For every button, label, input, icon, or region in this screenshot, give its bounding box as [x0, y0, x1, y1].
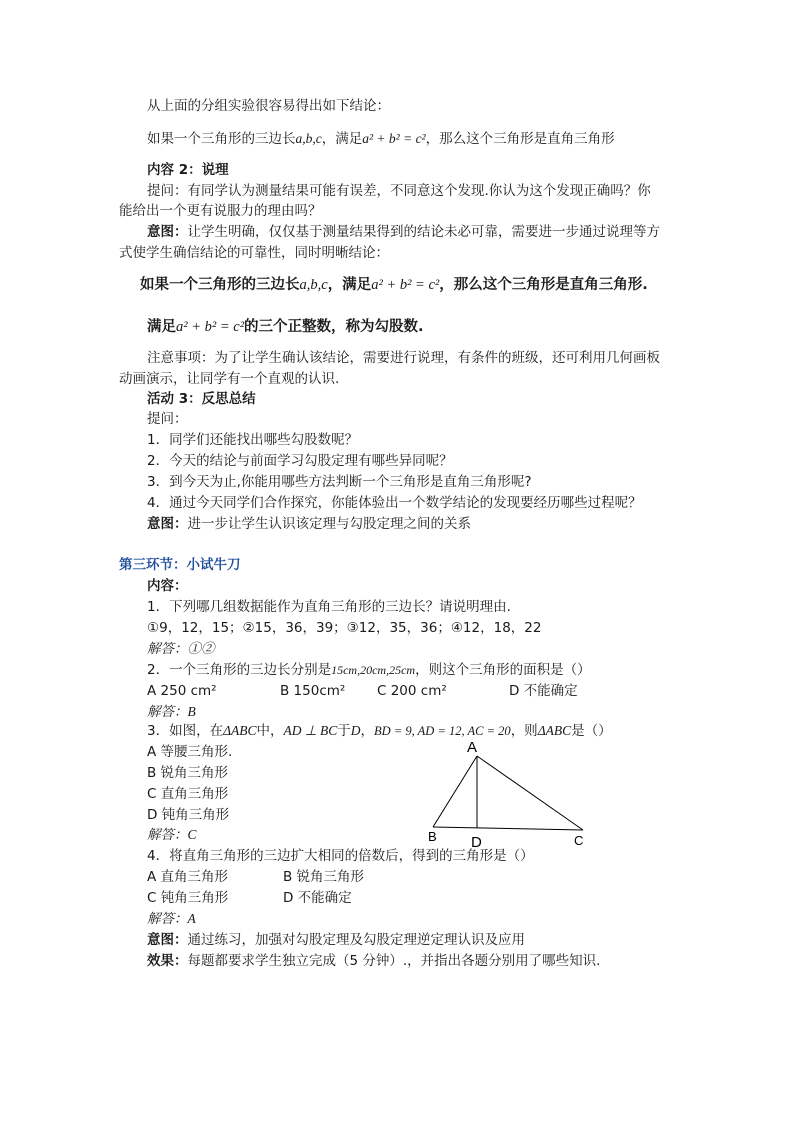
math-perpendicular: AD ⊥ BC — [283, 723, 338, 738]
content2-note-2: 动画演示，让同学有一个直观的认识. — [119, 371, 340, 387]
question-4-option-d: D 不能确定 — [283, 890, 352, 906]
text-segment: ，那么这个三角形是直角三角形. — [439, 277, 648, 293]
activity3-item-3: 3．到今天为止,你能用哪些方法判断一个三角形是直角三角形呢? — [147, 474, 532, 490]
math-vars: a,b,c — [299, 277, 328, 293]
side-ab — [433, 756, 477, 827]
content2-intent-1 — [147, 223, 660, 241]
text-segment: ， — [360, 723, 375, 739]
label-a: A — [467, 739, 478, 756]
question-2-option-d: D 不能确定 — [509, 683, 578, 699]
text-segment: 如果一个三角形的三边长 — [147, 131, 296, 147]
content2-question-1: 提问：有同学认为测量结果可能有误差，不同意这个发现.你认为这个发现正确吗？你 — [147, 183, 651, 199]
content2-note-1: 注意事项：为了让学生确认该结论，需要进行说理，有条件的班级，还可利用几何画板 — [147, 350, 660, 366]
text-segment: ，满足 — [327, 277, 372, 293]
text-segment: ，则这个三角形的面积是（） — [415, 662, 591, 678]
question-3-option-b: B 锐角三角形 — [147, 765, 229, 781]
section3-intent — [147, 931, 525, 949]
math-values: BD = 9, AD = 12, AC = 20 — [374, 724, 511, 738]
label-b: B — [428, 829, 437, 844]
math-equation: a² + b² = c² — [176, 319, 245, 335]
effect-label: 效果： — [147, 953, 188, 969]
text-segment: 满足 — [147, 319, 176, 335]
text-segment: 3．如图，在 — [147, 723, 224, 739]
math-values: 15cm,20cm,25cm — [331, 663, 416, 677]
question-2-option-b: B 150cm² — [280, 683, 346, 699]
text-segment: ，那么这个三角形是直角三角形 — [425, 131, 615, 147]
text-segment: ，满足 — [321, 131, 363, 147]
question-1: 1．下列哪几组数据能作为直角三角形的三边长？请说明理由. — [147, 599, 511, 615]
content2-definition — [147, 318, 424, 336]
question-4-option-a: A 直角三角形 — [147, 869, 229, 885]
math-point: D — [350, 723, 361, 738]
intent-text: 进一步让学生认识该定理与勾股定理之间的关系 — [187, 516, 471, 532]
math-equation: a² + b² = c² — [371, 277, 440, 293]
label-c: C — [574, 833, 584, 848]
content2-conclusion — [140, 276, 648, 294]
triangle-figure — [420, 736, 600, 854]
activity3-title: 活动 3：反思总结 — [147, 391, 256, 407]
intent-text: 让学生明确，仅仅基于测量结果得到的结论未必可靠，需要进一步通过说理等方 — [187, 224, 660, 240]
section3-effect — [147, 952, 600, 970]
content2-intent-2: 式使学生确信结论的可靠性，同时明晰结论： — [119, 245, 389, 261]
text-segment: 是（） — [571, 723, 612, 739]
activity3-item-1: 1．同学们还能找出哪些勾股数呢？ — [147, 432, 359, 448]
text-segment: 的三个正整数，称为勾股数. — [244, 319, 424, 335]
question-2-answer: 解答：B — [147, 704, 196, 719]
math-vars: a,b,c — [295, 131, 322, 146]
question-4-option-c: C 钝角三角形 — [147, 890, 229, 906]
text-segment: 于 — [337, 723, 351, 739]
intent-text: 通过练习，加强对勾股定理及勾股定理逆定理认识及应用 — [187, 932, 525, 948]
intro-line-2 — [147, 130, 615, 148]
side-ac — [477, 756, 583, 830]
question-3-option-d: D 钝角三角形 — [147, 807, 230, 823]
text-segment: 中， — [256, 723, 284, 739]
question-3-option-a: A 等腰三角形. — [147, 744, 233, 760]
activity3-item-4: 4．通过今天同学们合作探究，你能体验出一个数学结论的发现要经历哪些过程呢？ — [147, 495, 642, 511]
text-segment: 如果一个三角形的三边长 — [140, 277, 300, 293]
question-3-option-c: C 直角三角形 — [147, 786, 229, 802]
intent-label: 意图： — [147, 224, 188, 240]
text-segment: ，则 — [510, 723, 538, 739]
question-4: 4．将直角三角形的三边扩大相同的倍数后，得到的三角形是（） — [147, 848, 534, 864]
text-segment: 2．一个三角形的三边长分别是 — [147, 662, 332, 678]
content2-question-2: 能给出一个更有说服力的理由吗？ — [119, 203, 322, 219]
question-1-answer: 解答：①② — [147, 641, 215, 656]
effect-text: 每题都要求学生独立完成（5 分钟）.，并指出各题分别用了哪些知识. — [187, 953, 601, 969]
math-triangle: ΔABC — [537, 723, 572, 738]
question-2 — [147, 661, 591, 679]
question-1-options: ①9，12，15；②15，36，39；③12，35，36；④12，18，22 — [147, 620, 542, 636]
section3-title: 第三环节：小试牛刀 — [119, 557, 241, 573]
activity3-intent — [147, 515, 471, 533]
content2-title: 内容 2：说理 — [147, 162, 229, 178]
side-bc — [433, 827, 583, 830]
math-triangle: ΔABC — [223, 723, 257, 738]
intent-label: 意图： — [147, 932, 188, 948]
question-2-option-a: A 250 cm² — [147, 683, 217, 699]
intent-label: 意图： — [147, 516, 188, 532]
activity3-ask: 提问： — [147, 411, 188, 427]
question-4-answer: 解答：A — [147, 911, 196, 926]
math-equation: a² + b² = c² — [362, 131, 426, 146]
question-4-option-b: B 锐角三角形 — [283, 869, 365, 885]
activity3-item-2: 2．今天的结论与前面学习勾股定理有哪些异同呢？ — [147, 453, 453, 469]
intro-line-1: 从上面的分组实验很容易得出如下结论： — [147, 98, 390, 114]
question-2-option-c: C 200 cm² — [377, 683, 447, 699]
question-3-answer: 解答：C — [147, 827, 197, 842]
section3-content-label: 内容： — [147, 578, 188, 594]
label-d: D — [471, 834, 482, 851]
